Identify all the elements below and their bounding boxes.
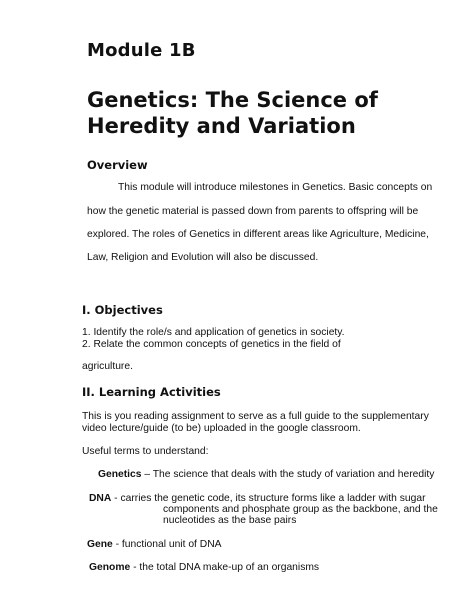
term-gene-definition: - functional unit of DNA (112, 539, 222, 550)
term-dna-definition-line-1: - carries the genetic code, its structure forms like a ladder with sugar (111, 493, 426, 504)
page-title-line-1: Genetics: The Science of (87, 88, 378, 112)
term-genetics-name: Genetics (98, 469, 142, 480)
overview-line-1: This module will introduce milestones in Genetics. Basic concepts on (118, 182, 433, 193)
term-gene (87, 539, 222, 550)
term-dna-definition-line-2: components and phosphate group as the backbone, and the (163, 504, 438, 515)
page-title-line-2: Heredity and Variation (87, 114, 356, 138)
term-genetics (98, 469, 434, 480)
term-dna (89, 493, 426, 504)
learning-activities-heading: II. Learning Activities (82, 385, 221, 399)
overview-line-2: how the genetic material is passed down from parents to offspring will be (87, 206, 419, 217)
term-genetics-definition: – The science that deals with the study of variation and heredity (141, 469, 435, 480)
useful-terms-label: Useful terms to understand: (82, 446, 209, 457)
overview-line-4: Law, Religion and Evolution will also be discussed. (87, 252, 319, 263)
term-genome-name: Genome (89, 562, 131, 573)
term-genome (89, 562, 319, 573)
objective-item-2-continued: agriculture. (82, 361, 133, 372)
overview-line-3: explored. The roles of Genetics in different areas like Agriculture, Medicine, (87, 229, 429, 240)
objective-item-1: 1. Identify the role/s and application of genetics in society. (82, 327, 345, 338)
term-genome-definition: - the total DNA make-up of an organisms (130, 562, 320, 573)
objectives-heading: I. Objectives (82, 303, 163, 317)
learning-activities-intro-line-2: video lecture/guide (to be) uploaded in the google classroom. (82, 423, 361, 434)
term-gene-name: Gene (87, 539, 113, 550)
module-label: Module 1B (87, 40, 196, 61)
overview-heading: Overview (87, 158, 148, 172)
term-dna-definition-line-3: nucleotides as the base pairs (163, 515, 297, 526)
term-dna-name: DNA (89, 493, 112, 504)
learning-activities-intro-line-1: This is you reading assignment to serve as a full guide to the supplementary (82, 411, 429, 422)
objective-item-2: 2. Relate the common concepts of genetics in the field of (82, 339, 341, 350)
